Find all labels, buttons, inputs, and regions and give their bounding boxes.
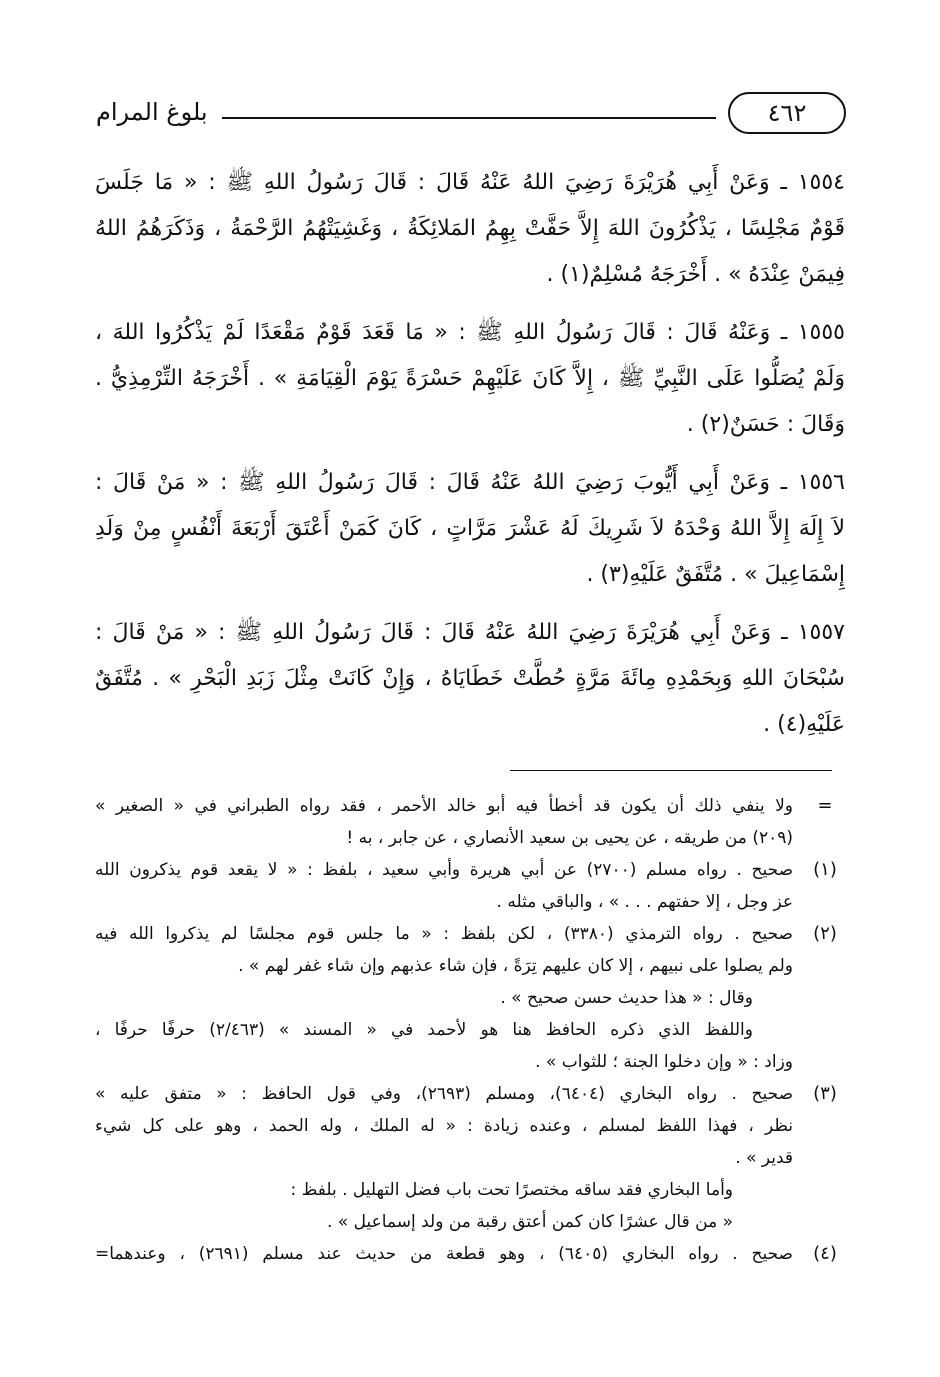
header-rule [222,117,716,119]
footnote-marker: (٤) [813,1243,837,1264]
footnote-line: « من قال عشرًا كان كمن أعتق رقبة من ولد إسماعيل » . [326,1212,733,1232]
footnote-marker: (٢) [813,923,837,944]
hadith-line: عَلَيْهِ(٤) . [763,712,845,737]
footnote-line: صحيح . رواه البخاري (٦٤٠٤)، ومسلم (٢٦٩٣)، وفي قول الحافظ : « متفق عليه » [95,1084,793,1104]
footnote-line: وزاد : « وإن دخلوا الجنة ؛ للثواب » . [535,1052,793,1072]
footnote-line: وقال : « هذا حديث حسن صحيح » . [500,988,753,1008]
footnote-4 [95,1238,845,1270]
footnote-2 [95,918,845,1078]
page-header [96,92,846,138]
footnote-separator [510,770,832,771]
hadith-1555 [95,310,845,448]
footnotes [95,790,845,1270]
hadith-line: ١٥٥٧ ـ وَعَنْ أَبِي هُرَيْرَةَ رَضِيَ اللهُ عَنْهُ قَالَ : قَالَ رَسُولُ اللهِ ﷺ : « مَنْ قَالَ : [95,620,845,645]
hadith-1556 [95,460,845,598]
running-title: بلوغ المرام [96,98,208,126]
footnote-marker: (٣) [813,1083,837,1104]
hadith-line: إِسْمَاعِيلَ » . مُتَّفَقٌ عَلَيْهِ(٣) . [586,562,845,587]
hadith-line: لاَ إِلَهَ إِلاَّ اللهُ وَحْدَهُ لاَ شَرِيكَ لَهُ عَشْرَ مَرَّاتٍ ، كَانَ كَمَنْ أَعْتَقَ أَرْبَعَةَ أَنْفُسٍ مِنْ وَلَدِ [95,516,845,541]
hadith-line: سُبْحَانَ اللهِ وَبِحَمْدِهِ مِائَةَ مَرَّةٍ حُطَّتْ خَطَايَاهُ ، وَإِنْ كَانَتْ مِثْلَ زَبَدِ الْبَحْرِ » . مُتَّفَقٌ [95,666,845,691]
footnote-line: قدير » . [735,1148,793,1168]
footnote-line: واللفظ الذي ذكره الحافظ هنا هو لأحمد في « المسند » (٢/٤٦٣) حرفًا حرفًا ، [95,1020,753,1040]
footnote-marker: = [817,795,833,816]
footnote-line: ولم يصلوا على نبيهم ، إلا كان عليهم تِرَةً ، فإن شاء عذبهم وإن شاء غفر لهم » . [238,956,793,976]
footnote-line: عز وجل ، إلا حفتهم . . . » ، والباقي مثله . [496,892,793,912]
footnote-line: صحيح . رواه مسلم (٢٧٠٠) عن أبي هريرة وأبي سعيد ، بلفظ : « لا يقعد قوم يذكرون الله [95,860,793,880]
hadith-line: ١٥٥٥ ـ وَعَنْهُ قَالَ : قَالَ رَسُولُ اللهِ ﷺ : « مَا قَعَدَ قَوْمٌ مَقْعَدًا لَمْ يَذْكُرُوا اللهَ ، [95,320,845,345]
footnote-continued [95,790,845,854]
footnote-line: وأما البخاري فقد ساقه مختصرًا تحت باب فضل التهليل . بلفظ : [290,1180,733,1200]
footnote-1 [95,854,845,918]
page-number-badge: ٤٦٢ [728,92,846,134]
footnote-line: (٢٠٩) من طريقه ، عن يحيى بن سعيد الأنصاري ، عن جابر ، به ! [346,828,793,848]
hadith-1557 [95,610,845,748]
hadith-line: وَقَالَ : حَسَنٌ(٢) . [686,412,845,437]
hadith-line: وَلَمْ يُصَلُّوا عَلَى النَّبِيِّ ﷺ ، إِلاَّ كَانَ عَلَيْهِمْ حَسْرَةً يَوْمَ الْقِيَامَةِ » . أَخْرَجَهُ التِّرْمِذِيُّ . [95,366,845,391]
hadith-body [95,160,845,760]
footnote-line: صحيح . رواه البخاري (٦٤٠٥) ، وهو قطعة من حديث عند مسلم (٢٦٩١) ، وعندهما= [95,1244,793,1264]
hadith-line: قَوْمٌ مَجْلِسًا ، يَذْكُرُونَ اللهَ إِلاَّ حَفَّتْ بِهِمُ المَلائِكَةُ ، وَغَشِيَتْهُمُ الرَّحْمَةُ ، وَذَكَرَهُمُ اللهُ [95,216,845,241]
footnote-line: صحيح . رواه الترمذي (٣٣٨٠) ، لكن بلفظ : « ما جلس قوم مجلسًا لم يذكروا الله فيه [95,924,793,944]
footnote-3 [95,1078,845,1238]
hadith-line: ١٥٥٤ ـ وَعَنْ أَبِي هُرَيْرَةَ رَضِيَ اللهُ عَنْهُ قَالَ : قَالَ رَسُولُ اللهِ ﷺ : « مَا جَلَسَ [95,170,845,195]
footnote-marker: (١) [813,859,837,880]
hadith-line: فِيمَنْ عِنْدَهُ » . أَخْرَجَهُ مُسْلِمٌ(١) . [546,262,845,287]
footnote-line: نظر ، فهذا اللفظ لمسلم ، وعنده زيادة : « له الملك ، وله الحمد ، وهو على كل شيء [95,1116,793,1136]
hadith-line: ١٥٥٦ ـ وَعَنْ أَبِي أَيُّوبَ رَضِيَ اللهُ عَنْهُ قَالَ : قَالَ رَسُولُ اللهِ ﷺ : « مَنْ قَالَ : [95,470,845,495]
hadith-1554 [95,160,845,298]
footnote-line: ولا ينفي ذلك أن يكون قد أخطأ فيه أبو خالد الأحمر ، فقد رواه الطبراني في « الصغير » [95,796,793,816]
